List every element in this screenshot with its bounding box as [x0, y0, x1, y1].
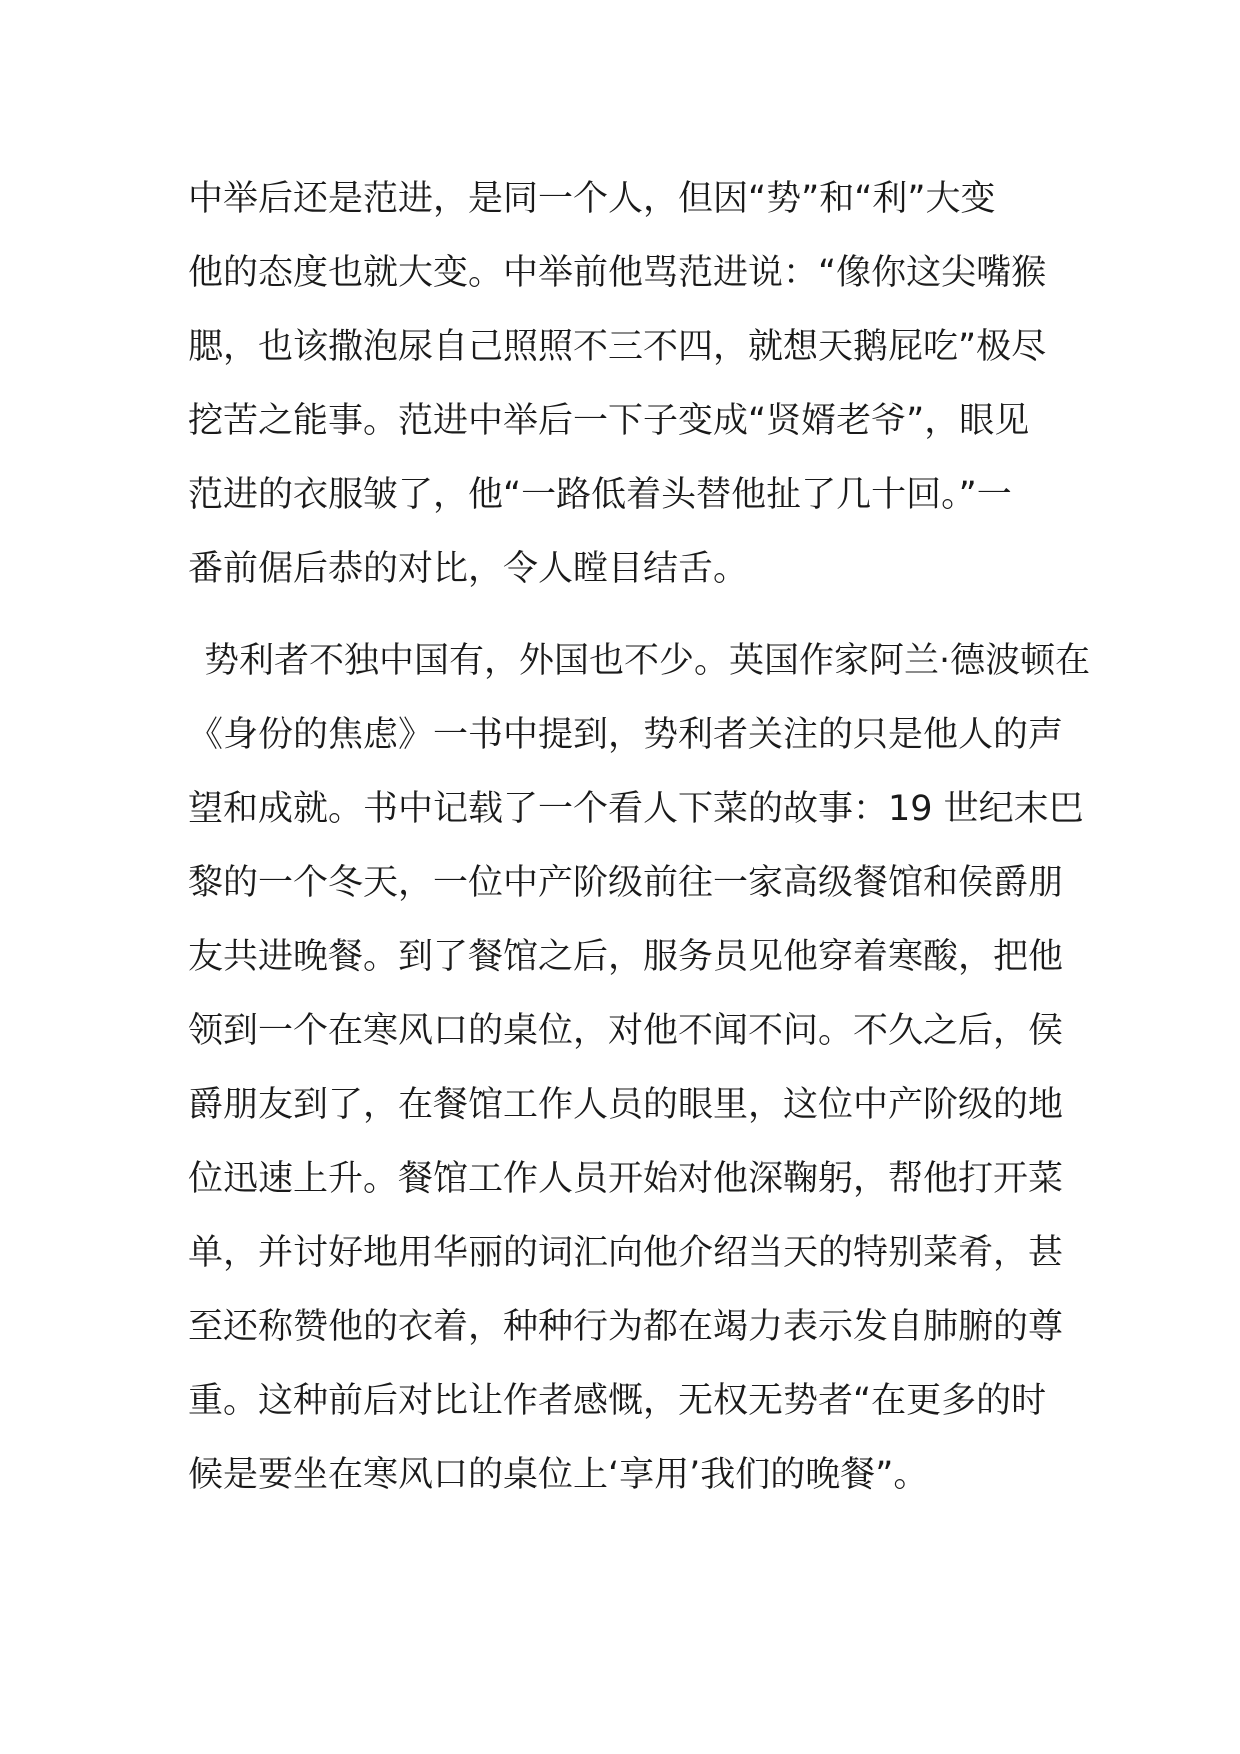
paragraph-line: 《身份的焦虑》一书中提到，势利者关注的只是他人的声	[188, 715, 1064, 755]
paragraph-line: 单，并讨好地用华丽的词汇向他介绍当天的特别菜肴，甚	[188, 1233, 1064, 1273]
paragraph-2	[188, 624, 1091, 1512]
paragraph-line: 至还称赞他的衣着，种种行为都在竭力表示发自肺腑的尊	[188, 1307, 1064, 1347]
paragraph-line: 腮，也该撒泡尿自己照照不三不四，就想天鹅屁吃”极尽	[188, 327, 1047, 367]
paragraph-line: 望和成就。书中记载了一个看人下菜的故事：19 世纪末巴	[188, 789, 1084, 829]
paragraph-line: 势利者不独中国有，外国也不少。英国作家阿兰·德波顿在	[204, 641, 1091, 681]
paragraph-line: 爵朋友到了，在餐馆工作人员的眼里，这位中产阶级的地	[188, 1085, 1064, 1125]
paragraph-line: 重。这种前后对比让作者感慨，无权无势者“在更多的时	[188, 1381, 1047, 1421]
paragraph-1	[188, 162, 1068, 606]
paragraph-line: 领到一个在寒风口的桌位，对他不闻不问。不久之后，侯	[188, 1011, 1064, 1051]
paragraph-line: 候是要坐在寒风口的桌位上‘享用’我们的晚餐”。	[188, 1455, 929, 1495]
paragraph-line: 他的态度也就大变。中举前他骂范进说：“像你这尖嘴猴	[188, 253, 1047, 293]
paragraph-line: 位迅速上升。餐馆工作人员开始对他深鞠躬，帮他打开菜	[188, 1159, 1064, 1199]
paragraph-line: 范进的衣服皱了，他“一路低着头替他扯了几十回。”一	[188, 475, 1012, 515]
paragraph-line: 挖苦之能事。范进中举后一下子变成“贤婿老爷”，眼见	[188, 401, 1030, 441]
paragraph-line: 番前倨后恭的对比，令人瞠目结舌。	[188, 549, 749, 589]
paragraph-line: 友共进晚餐。到了餐馆之后，服务员见他穿着寒酸，把他	[188, 937, 1064, 977]
paragraph-line: 黎的一个冬天，一位中产阶级前往一家高级餐馆和侯爵朋	[188, 863, 1064, 903]
paragraph-line: 中举后还是范进，是同一个人，但因“势”和“利”大变	[188, 179, 996, 219]
